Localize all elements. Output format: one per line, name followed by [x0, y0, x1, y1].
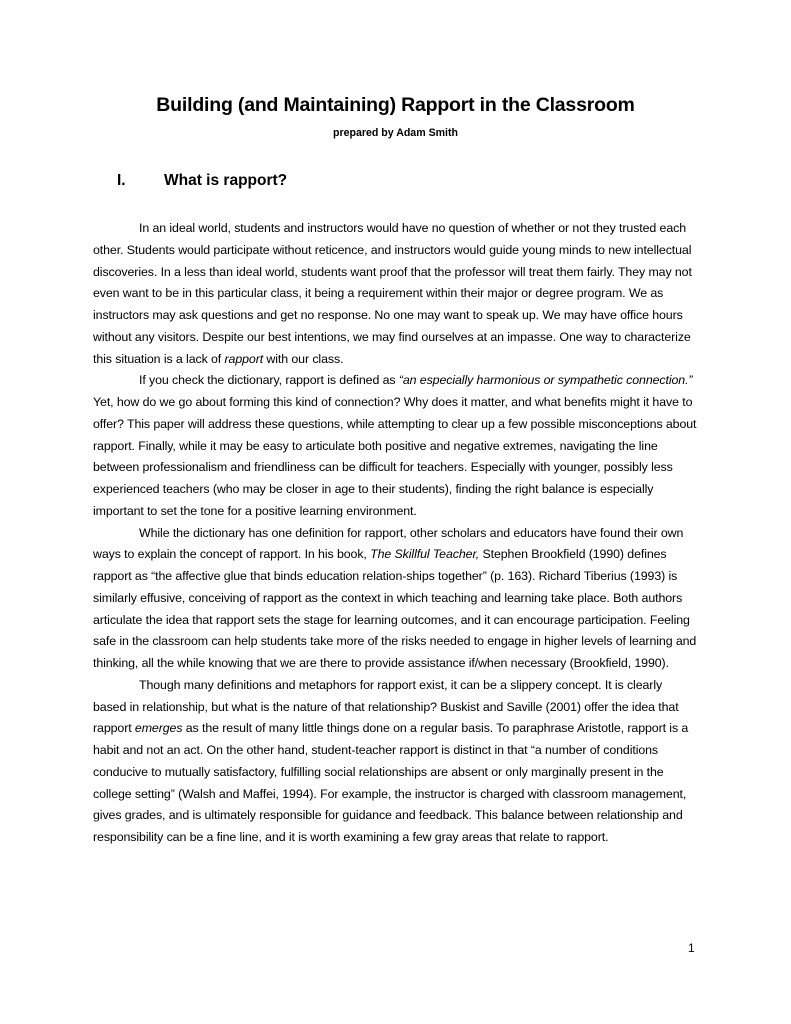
emphasis-text: “an especially harmonious or sympathetic connection.”: [398, 373, 693, 388]
paragraph-text: as the result of many little things done on a regular basis. To paraphrase Aristotle, rapport is a habit and not an act. On the other hand, student-teacher rapport is distinct in that “a number of conditions conducive to mutually satisfactory, fulfilling social relationships are absent or only marginally present in the college setting” (Walsh and Maffei, 1994). For example, the instructor is charged with classroom management, gives grades, and is ultimately responsible for guidance and feedback. This balance between relationship and responsibility can be a fine line, and it is worth examining a few gray areas that relate to rapport.: [93, 721, 689, 844]
paragraph-text: While the dictionary has one definition for rapport, other scholars and educators have found their own ways to explain the concept of rapport. In his book,: [93, 525, 684, 562]
section-heading: [117, 172, 287, 190]
document-author: prepared by Adam Smith: [333, 127, 458, 139]
paragraph-1: [93, 218, 698, 370]
emphasis-text: emerges: [134, 721, 183, 736]
paragraph-4: [93, 675, 698, 849]
document-title: Building (and Maintaining) Rapport in the Classroom: [156, 94, 635, 116]
page-number: 1: [688, 941, 695, 955]
paragraph-text: In an ideal world, students and instructors would have no question of whether or not they trusted each other. Students would participate without reticence, and instructors would guide young minds to new intellectual discoveries. In a less than ideal world, students want proof that the professor will treat them fairly. They may not even want to be in this particular class, it being a requirement within their major or degree program. We as instructors may ask questions and get no response. No one may want to speak up. We may have office hours without any visitors. Despite our best intentions, we may find ourselves at an impasse. One way to characterize this situation is a lack of: [93, 221, 692, 366]
paragraph-text: Yet, how do we go about forming this kind of connection? Why does it matter, and what benefits might it have to offer? This paper will address these questions, while attempting to clear up a few possible misconceptions about rapport. Finally, while it may be easy to articulate both positive and negative extremes, navigating the line between professionalism and friendliness can be difficult for teachers. Especially with younger, possibly less experienced teachers (who may be closer in age to their students), finding the right balance is especially important to set the tone for a positive learning environment.: [93, 395, 697, 518]
paragraph-text: with our class.: [263, 351, 344, 366]
body-text: [93, 218, 698, 849]
paragraph-text: If you check the dictionary, rapport is defined as: [139, 373, 399, 388]
section-number: I.: [117, 172, 126, 189]
emphasis-text: The Skillful Teacher,: [370, 547, 480, 562]
paragraph-text: Though many definitions and metaphors for rapport exist, it can be a slippery concept. It is clearly based in relationship, but what is the nature of that relationship? Buskist and Saville (2001) offer the idea that rapport: [93, 677, 679, 736]
paragraph-2: [93, 370, 698, 522]
paragraph-text: Stephen Brookfield (1990) defines rapport as “the affective glue that binds education relation-ships together” (p. 163). Richard Tiberius (1993) is similarly effusive, conceiving of rapport as the context in which teaching and learning take place. Both authors articulate the idea that rapport sets the stage for learning outcomes, and it can encourage participation. Feeling safe in the classroom can help students take more of the risks needed to engage in higher levels of learning and thinking, all the while knowing that we are there to provide assistance if/when necessary (Brookfield, 1990).: [93, 547, 697, 670]
section-title: What is rapport?: [164, 172, 288, 189]
emphasis-text: rapport: [224, 351, 264, 366]
paragraph-3: [93, 523, 698, 675]
